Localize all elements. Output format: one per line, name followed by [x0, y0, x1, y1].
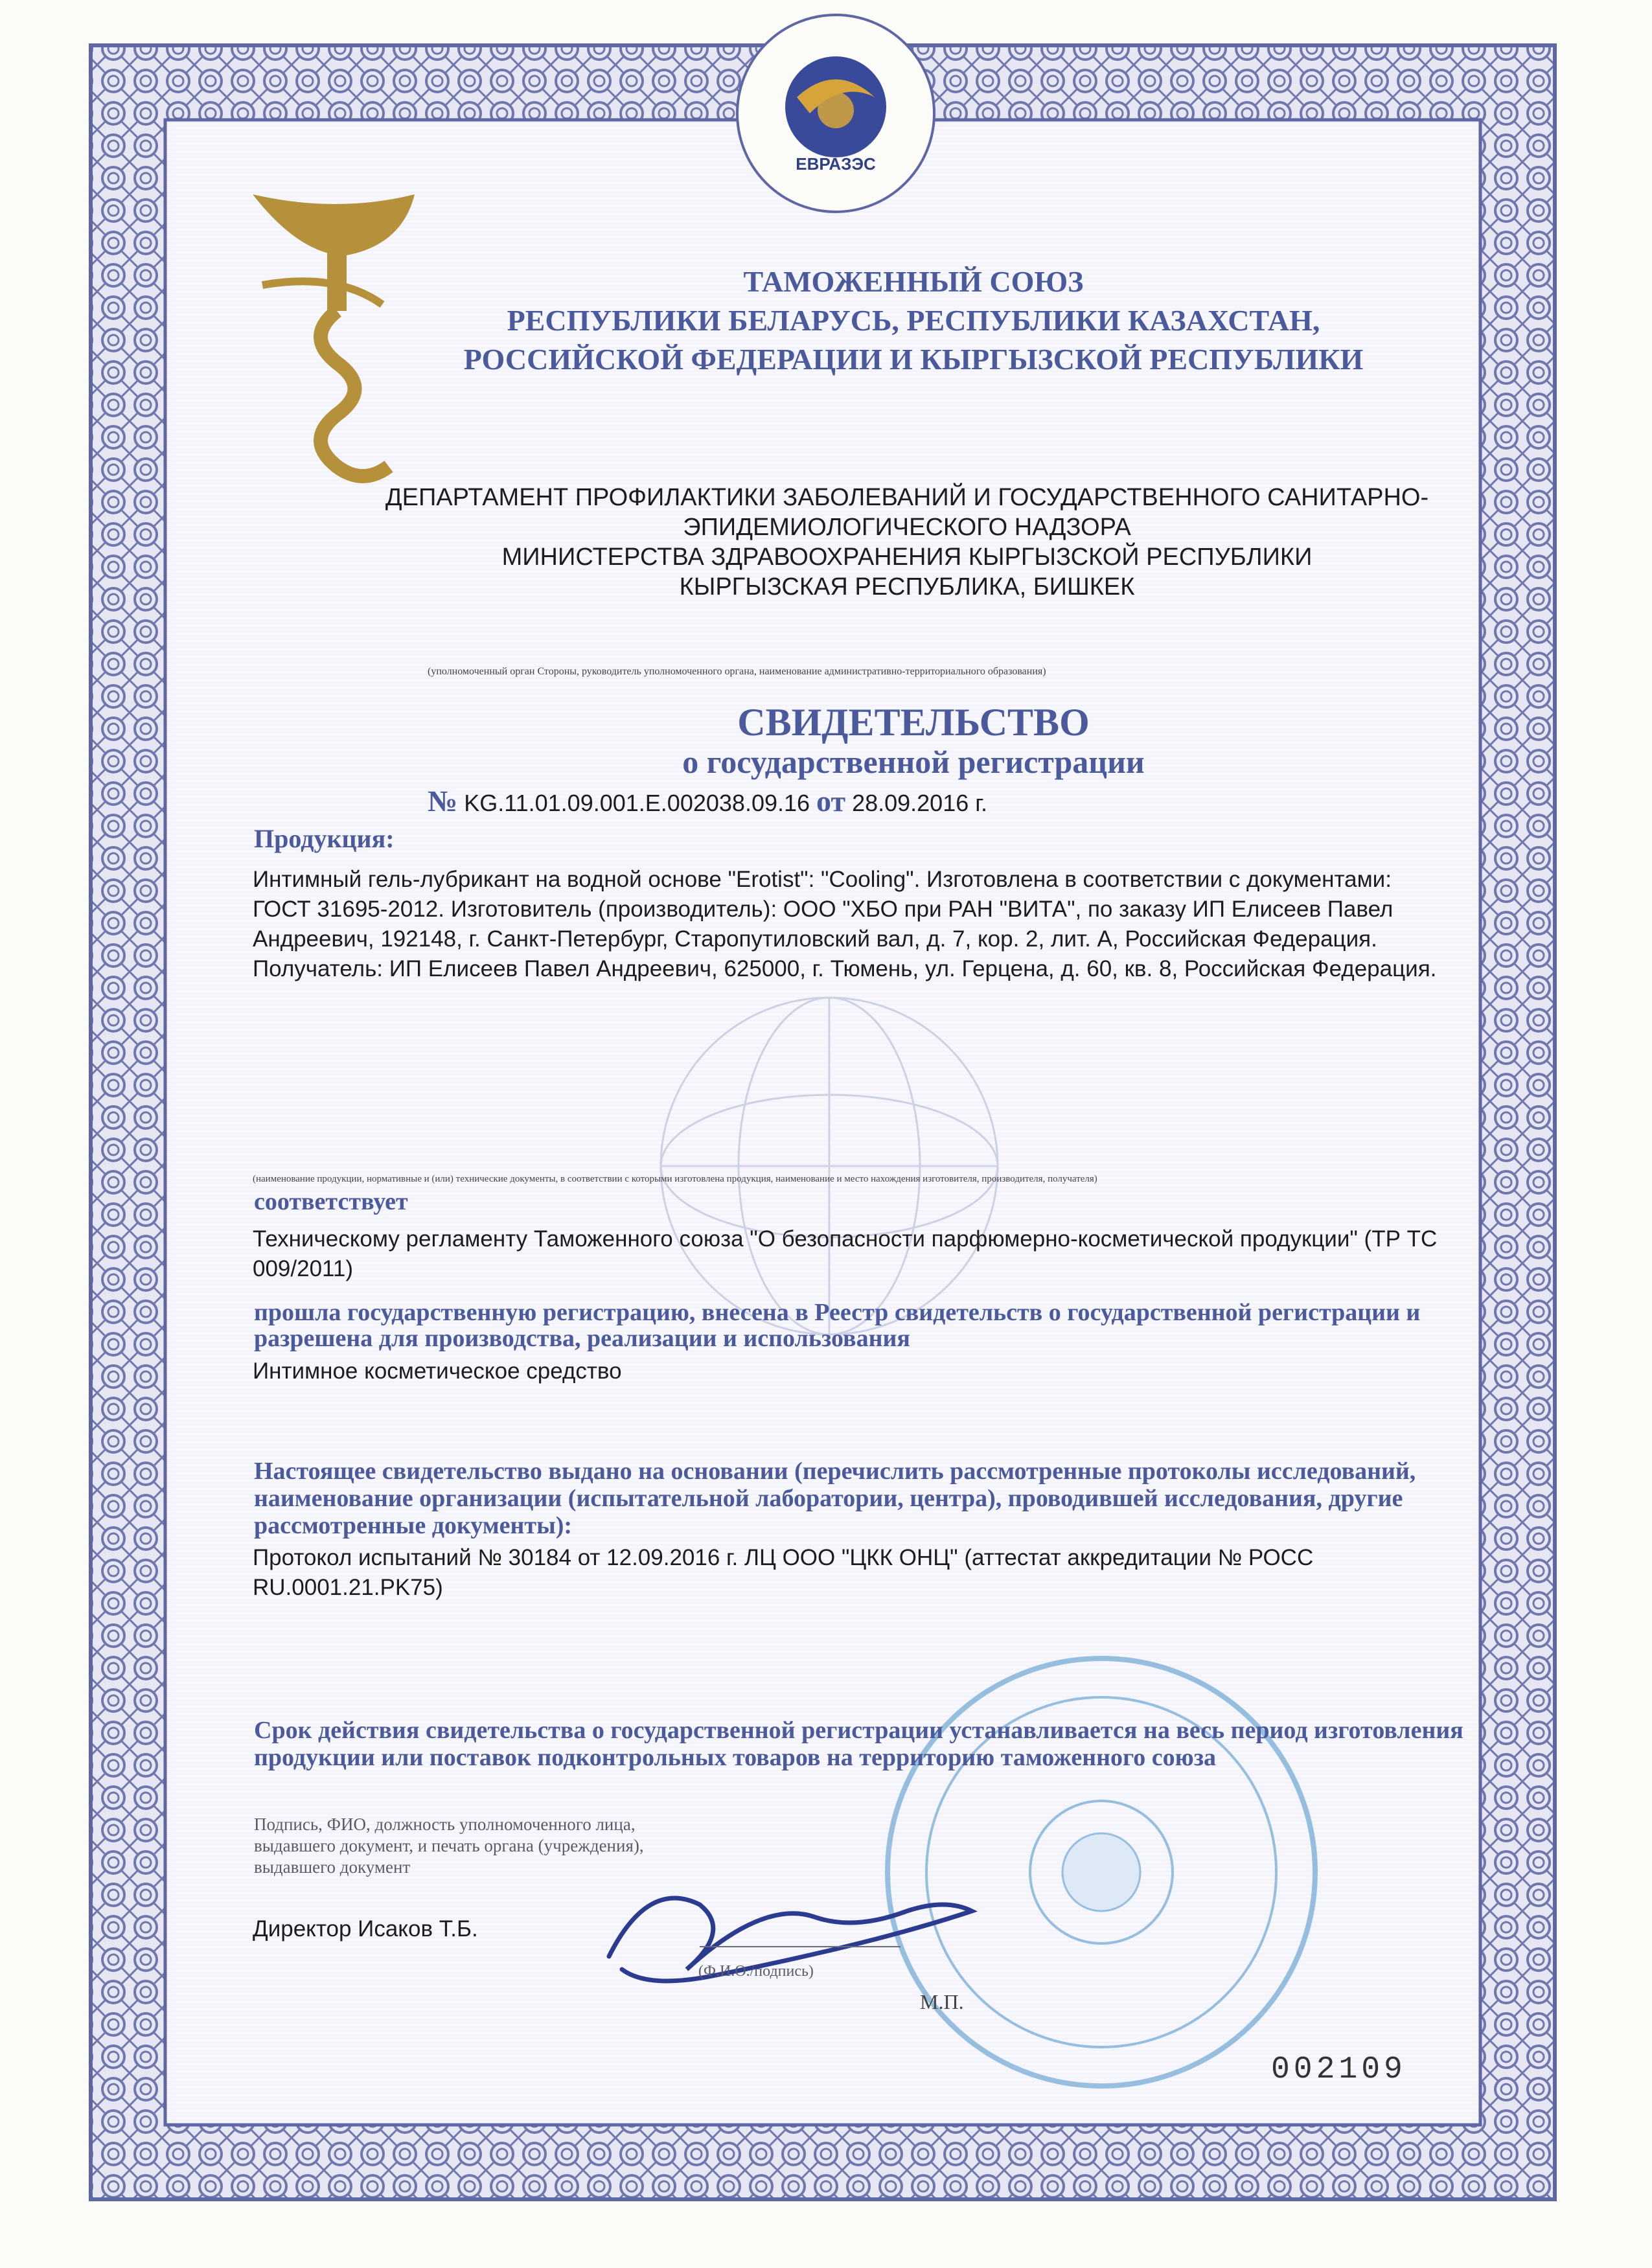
signature-caption-line: Подпись, ФИО, должность уполномоченного лица, [254, 1815, 636, 1834]
number-label: № [428, 785, 458, 818]
test-protocol: Протокол испытаний № 30184 от 12.09.2016 г. ЛЦ ООО "ЦКК ОНЦ" (аттестат аккредитации № РОСС RU.0001.21.PK75) [253, 1545, 1314, 1600]
products-label: Продукция: [254, 824, 395, 853]
date-label: от [816, 785, 846, 818]
stamp-label: М.П. [920, 1990, 964, 2013]
basis-label: Настоящее свидетельство выдано на основании (перечислить рассмотренные протоколы исследований, наименование организации (испытательной лаборатории, центра), проводившей исследования, другие рассмотренные документы): [254, 1458, 1416, 1539]
department-line: ЭПИДЕМИОЛОГИЧЕСКОГО НАДЗОРА [683, 514, 1131, 541]
technical-regulation: Техническому регламенту Таможенного союза "О безопасности парфюмерно-косметической продукции" (ТР ТС 009/2011) [253, 1226, 1438, 1281]
signature-caption-line: выдавшего документ, и печать органа (учреждения), [254, 1836, 644, 1855]
registration-statement: прошла государственную регистрацию, внесена в Реестр свидетельств о государственной регистрации и разрешена для производства, реализации и использования [254, 1299, 1421, 1352]
products-description: Интимный гель-лубрикант на водной основе "Erotist": "Cooling". Изготовлена в соответствии с документами: ГОСТ 31695-2012. Изготовитель (производитель): ООО "ХБО при РАН "ВИТА", по заказу ИП Елисеев Павел Андреевич, 192148, г. Санкт-Петербург, Старопутиловский вал, д. 7, кор. 2, лит. А, Российская Федерация. Получатель: ИП Елисеев Павел Андреевич, 625000, г. Тюмень, ул. Герцена, д. 60, кв. 8, Российская Федерация. [253, 867, 1437, 981]
issuing-department [181, 483, 1633, 602]
department-line: ДЕПАРТАМЕНТ ПРОФИЛАКТИКИ ЗАБОЛЕВАНИЙ И ГОСУДАРСТВЕННОГО САНИТАРНО- [385, 484, 1429, 511]
product-type: Интимное косметическое средство [253, 1358, 622, 1384]
authority-footnote: (уполномоченный орган Стороны, руководитель уполномоченного органа, наименование административно-территориального образования) [428, 666, 1046, 677]
union-title-line: РЕСПУБЛИКИ БЕЛАРУСЬ, РЕСПУБЛИКИ КАЗАХСТАН, [507, 304, 1320, 337]
products-footnote: (наименование продукции, нормативные и (или) технические документы, в соответствии с которыми изготовлена продукция, наименование и место нахождения изготовителя, производителя, получателя) [253, 1174, 1097, 1184]
eurasec-logo [737, 15, 934, 212]
fio-caption: (Ф.И.О./подпись) [698, 1963, 814, 1980]
customs-union-title [233, 262, 1594, 379]
validity-statement: Срок действия свидетельства о государственной регистрации устанавливается на весь период изготовления продукции или поставок подконтрольных товаров на территорию таможенного союза [254, 1717, 1463, 1771]
union-title-line: РОССИЙСКОЙ ФЕДЕРАЦИИ И КЫРГЫЗСКОЙ РЕСПУБЛИКИ [463, 343, 1364, 376]
certificate-number: KG.11.01.09.001.Е.002038.09.16 [464, 790, 810, 816]
department-line: КЫРГЫЗСКАЯ РЕСПУБЛИКА, БИШКЕК [679, 573, 1135, 601]
signature-caption-line: выдавшего документ [254, 1857, 411, 1877]
certificate-subtitle: о государственной регистрации [682, 744, 1145, 780]
serial-number: 002109 [1271, 2052, 1406, 2087]
director-name: Директор Исаков Т.Б. [253, 1916, 478, 1942]
department-line: МИНИСТЕРСТВА ЗДРАВООХРАНЕНИЯ КЫРГЫЗСКОЙ РЕСПУБЛИКИ [501, 544, 1313, 571]
certificate-date: 28.09.2016 г. [852, 790, 987, 816]
certificate-number-line [428, 785, 987, 819]
signature-caption [254, 1814, 644, 1878]
eurasec-logo-text: ЕВРАЗЭС [796, 154, 876, 174]
union-title-line: ТАМОЖЕННЫЙ СОЮЗ [743, 265, 1084, 298]
certificate-title: СВИДЕТЕЛЬСТВО [737, 701, 1090, 744]
complies-label: соответствует [254, 1188, 408, 1215]
